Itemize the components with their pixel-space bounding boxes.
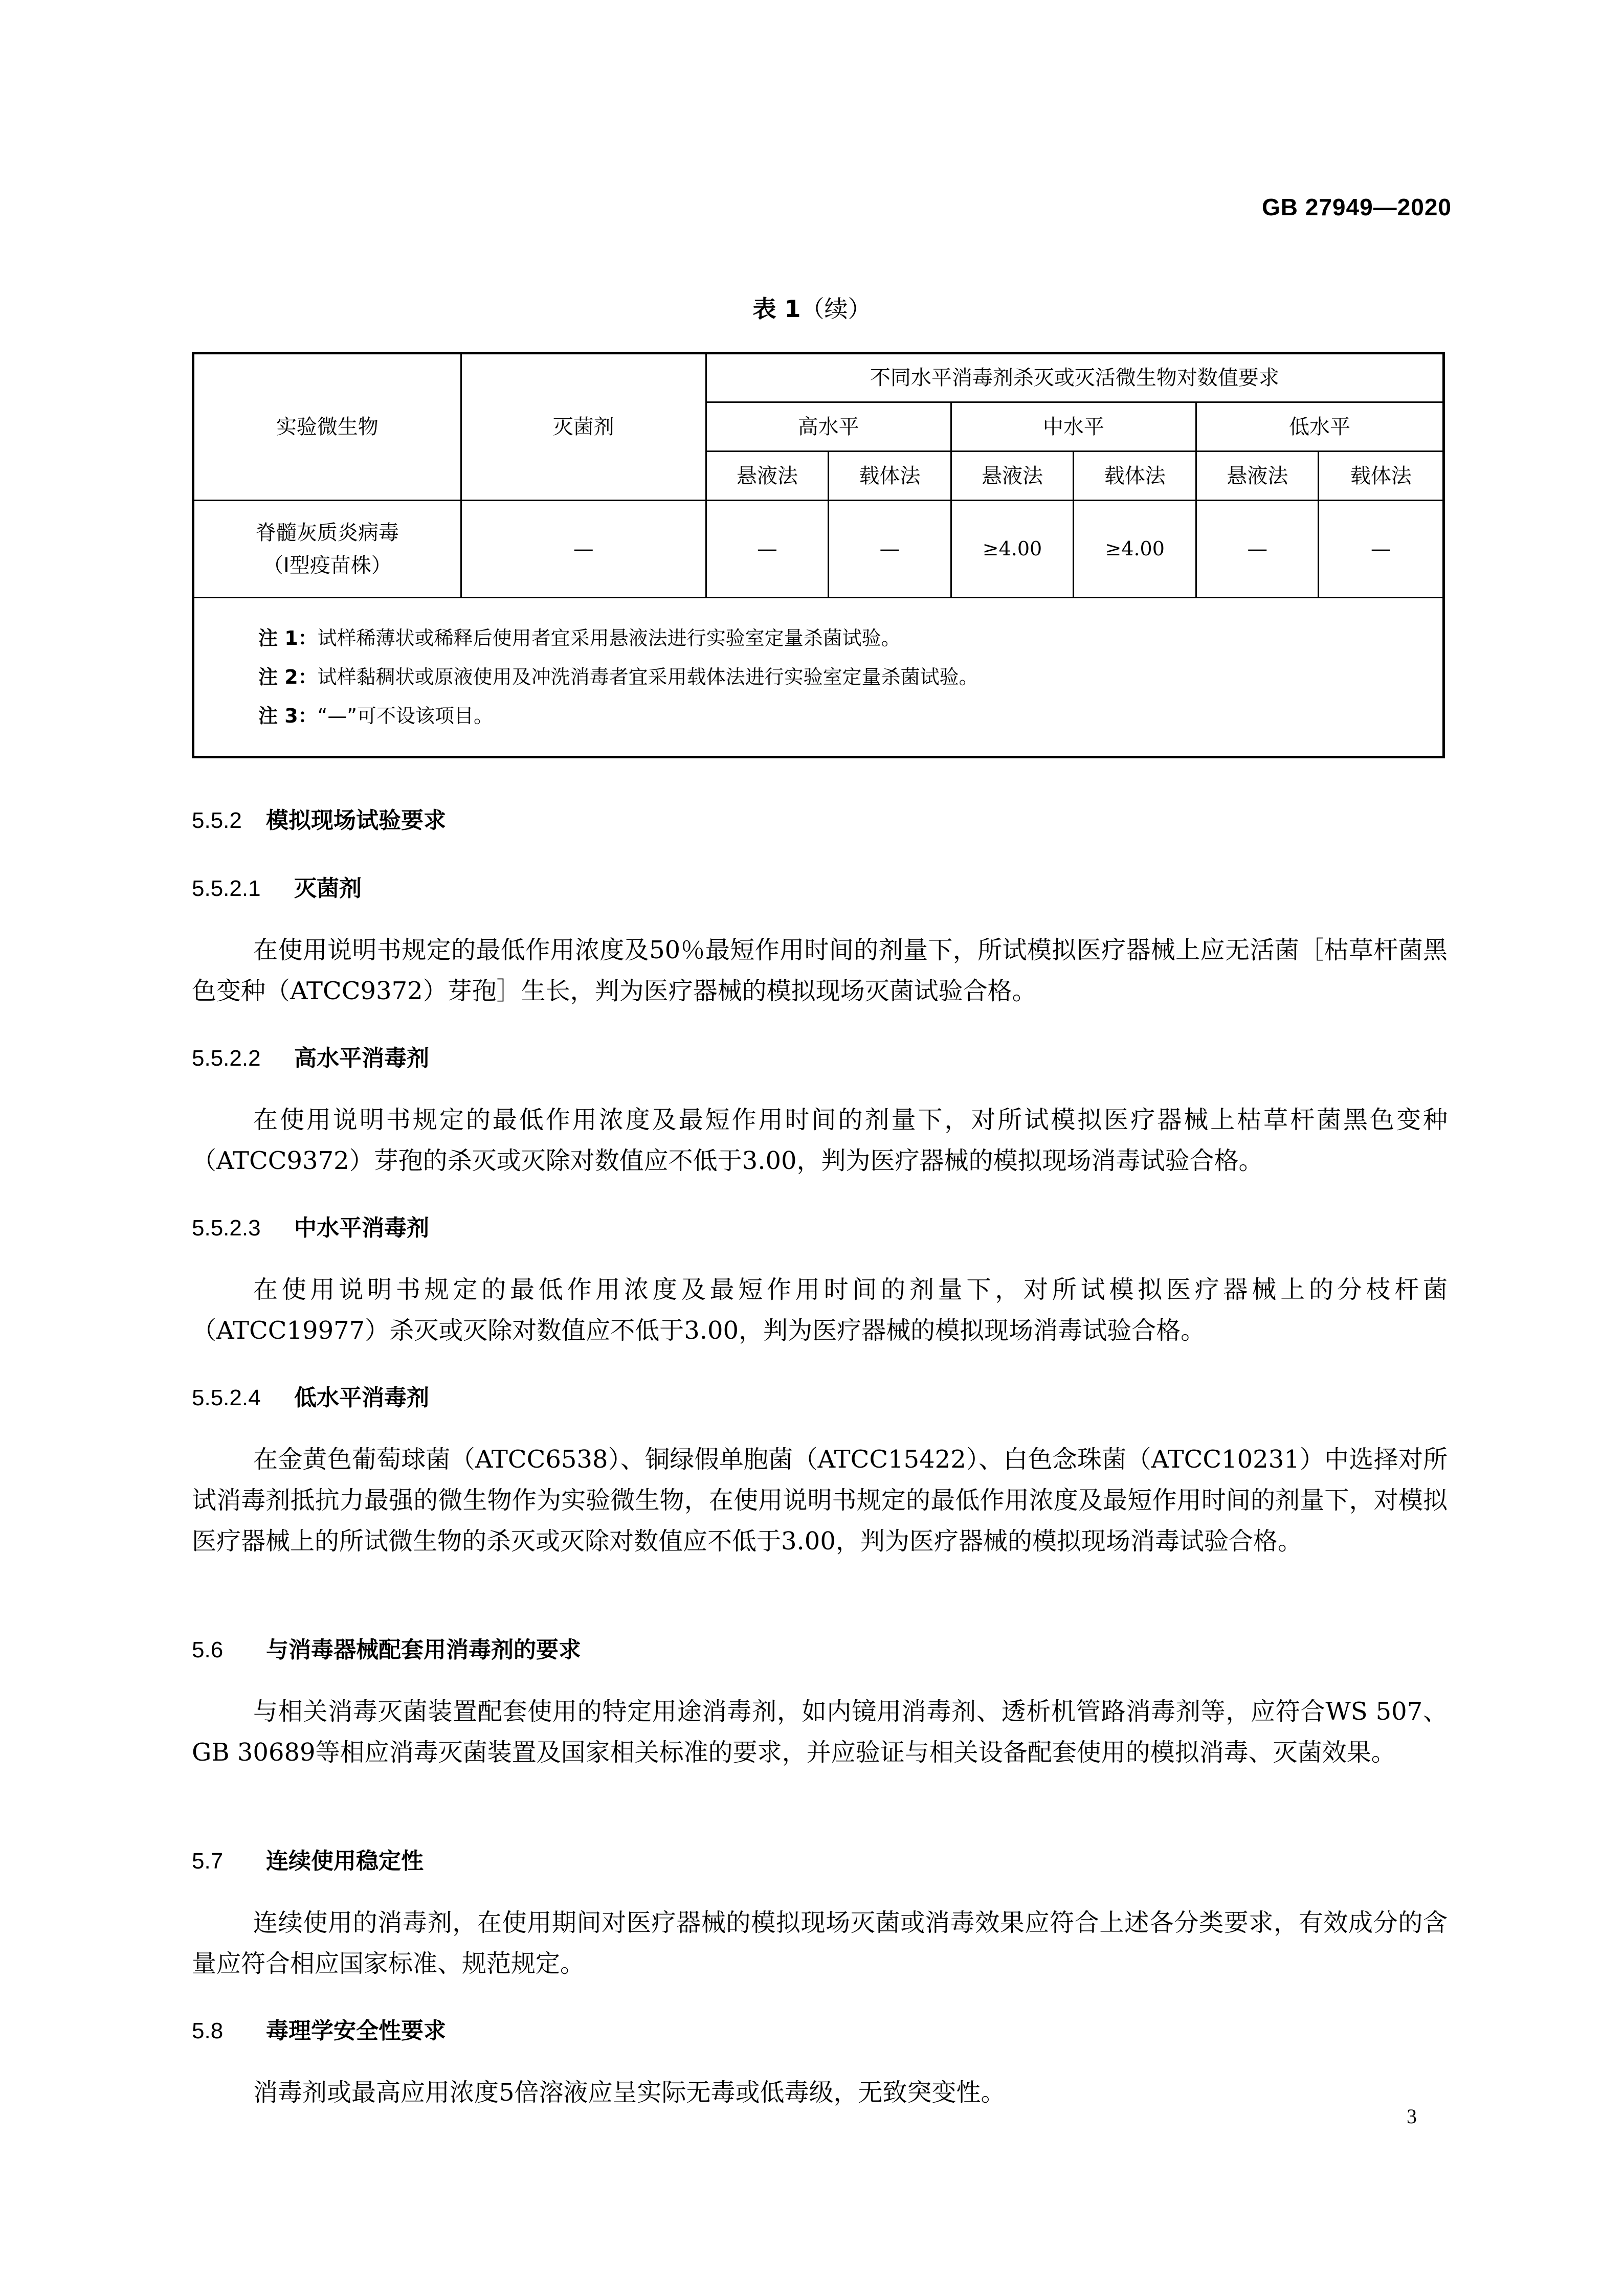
cell-low-carrier: — — [1319, 501, 1444, 598]
paragraph-5-8: 消毒剂或最高应用浓度5倍溶液应呈实际无毒或低毒级，无致突变性。 — [253, 2078, 1006, 2107]
heading-5-5-2-2 — [192, 1040, 429, 1072]
section-title: 模拟现场试验要求 — [266, 807, 446, 834]
note-text: 试样黏稠状或原液使用及冲洗消毒者宜采用载体法进行实验室定量杀菌试验。 — [317, 666, 978, 688]
table-notes-row — [193, 598, 1444, 757]
note-text: “—”可不设该项目。 — [317, 705, 494, 727]
section-number: 5.5.2.4 — [192, 1385, 261, 1410]
table-note — [258, 619, 1442, 658]
paragraph-5-5-2-1: 在使用说明书规定的最低作用浓度及50％最短作用时间的剂量下，所试模拟医疗器械上应无活菌［枯草杆菌黑色变种（ATCC9372）芽孢］生长，判为医疗器械的模拟现场灭菌试验合格。 — [192, 936, 1448, 1005]
note-text: 试样稀薄状或稀释后使用者宜采用悬液法进行实验室定量杀菌试验。 — [317, 627, 901, 649]
paragraph-5-5-2-4: 在金黄色葡萄球菌（ATCC6538）、铜绿假单胞菌（ATCC15422）、白色念珠菌（ATCC10231）中选择对所试消毒剂抵抗力最强的微生物作为实验微生物，在使用说明书规定的最低作用浓度及最短作用时间的剂量下，对模拟医疗器械上的所试微生物的杀灭或灭除对数值应不低于3.00，判为医疗器械的模拟现场消毒试验合格。 — [192, 1445, 1448, 1556]
table-caption-label: 表 1 — [752, 295, 801, 323]
table-note — [258, 658, 1442, 696]
section-number: 5.6 — [192, 1637, 224, 1662]
table-notes — [193, 598, 1444, 757]
section-number: 5.5.2 — [192, 808, 242, 833]
cell-high-suspension: — — [706, 501, 828, 598]
standard-number: GB 27949—2020 — [1261, 194, 1452, 220]
page-number: 3 — [1407, 2105, 1417, 2128]
section-title: 灭菌剂 — [294, 875, 362, 902]
section-number: 5.5.2.3 — [192, 1215, 261, 1241]
cell-high-carrier: — — [829, 501, 951, 598]
table-row — [193, 501, 1444, 598]
section-title: 连续使用稳定性 — [266, 1848, 424, 1874]
paragraph-5-5-2-3: 在使用说明书规定的最低作用浓度及最短作用时间的剂量下，对所试模拟医疗器械上的分枝杆菌（ATCC19977）杀灭或灭除对数值应不低于3.00，判为医疗器械的模拟现场消毒试验合格。 — [192, 1275, 1448, 1345]
header-method: 载体法 — [1074, 452, 1196, 501]
table-caption-suffix: （续） — [800, 295, 872, 323]
cell-microbe — [193, 501, 461, 598]
header-method: 载体法 — [1319, 452, 1444, 501]
section-number: 5.8 — [192, 2018, 224, 2043]
cell-sterilant: — — [461, 501, 706, 598]
header-level-group: 不同水平消毒剂杀灭或灭活微生物对数值要求 — [706, 353, 1443, 402]
section-title: 高水平消毒剂 — [294, 1045, 429, 1071]
microbe-name: 脊髓灰质炎病毒 — [255, 521, 399, 545]
section-number: 5.5.2.2 — [192, 1046, 261, 1071]
section-title: 低水平消毒剂 — [294, 1385, 429, 1411]
section-number: 5.5.2.1 — [192, 876, 261, 901]
heading-5-5-2-1 — [192, 870, 362, 903]
heading-5-8 — [192, 2012, 446, 2045]
note-tag: 注 1： — [258, 627, 318, 649]
section-title: 中水平消毒剂 — [294, 1215, 429, 1241]
cell-mid-carrier: ≥4.00 — [1074, 501, 1196, 598]
header-level-high: 高水平 — [706, 402, 951, 452]
section-title: 与消毒器械配套用消毒剂的要求 — [266, 1637, 581, 1663]
paragraph-5-6: 与相关消毒灭菌装置配套使用的特定用途消毒剂，如内镜用消毒剂、透析机管路消毒剂等，应符合WS 507、GB 30689等相应消毒灭菌装置及国家相关标准的要求，并应验证与相关设备配套使用的模拟消毒、灭菌效果。 — [192, 1697, 1448, 1767]
heading-5-5-2 — [192, 802, 446, 835]
section-title: 毒理学安全性要求 — [266, 2018, 446, 2044]
table-caption — [0, 290, 1624, 324]
heading-5-6 — [192, 1631, 581, 1664]
note-tag: 注 2： — [258, 666, 318, 688]
header-method: 悬液法 — [1196, 452, 1319, 501]
paragraph-5-7: 连续使用的消毒剂，在使用期间对医疗器械的模拟现场灭菌或消毒效果应符合上述各分类要求，有效成分的含量应符合相应国家标准、规范规定。 — [192, 1908, 1448, 1978]
header-method: 悬液法 — [706, 452, 828, 501]
heading-5-7 — [192, 1842, 424, 1875]
table-note — [258, 696, 1442, 735]
heading-5-5-2-3 — [192, 1209, 429, 1242]
requirements-table — [192, 352, 1445, 758]
header-microbe: 实验微生物 — [193, 353, 461, 501]
header-level-low: 低水平 — [1196, 402, 1444, 452]
note-tag: 注 3： — [258, 705, 318, 727]
microbe-strain: （Ⅰ型疫苗株） — [263, 553, 392, 577]
heading-5-5-2-4 — [192, 1379, 429, 1412]
cell-mid-suspension: ≥4.00 — [951, 501, 1074, 598]
section-number: 5.7 — [192, 1849, 224, 1874]
cell-low-suspension: — — [1196, 501, 1319, 598]
header-method: 载体法 — [829, 452, 951, 501]
paragraph-5-5-2-2: 在使用说明书规定的最低作用浓度及最短作用时间的剂量下，对所试模拟医疗器械上枯草杆菌黑色变种（ATCC9372）芽孢的杀灭或灭除对数值应不低于3.00，判为医疗器械的模拟现场消毒试验合格。 — [192, 1106, 1448, 1175]
header-sterilant: 灭菌剂 — [461, 353, 706, 501]
header-level-mid: 中水平 — [951, 402, 1196, 452]
header-method: 悬液法 — [951, 452, 1074, 501]
